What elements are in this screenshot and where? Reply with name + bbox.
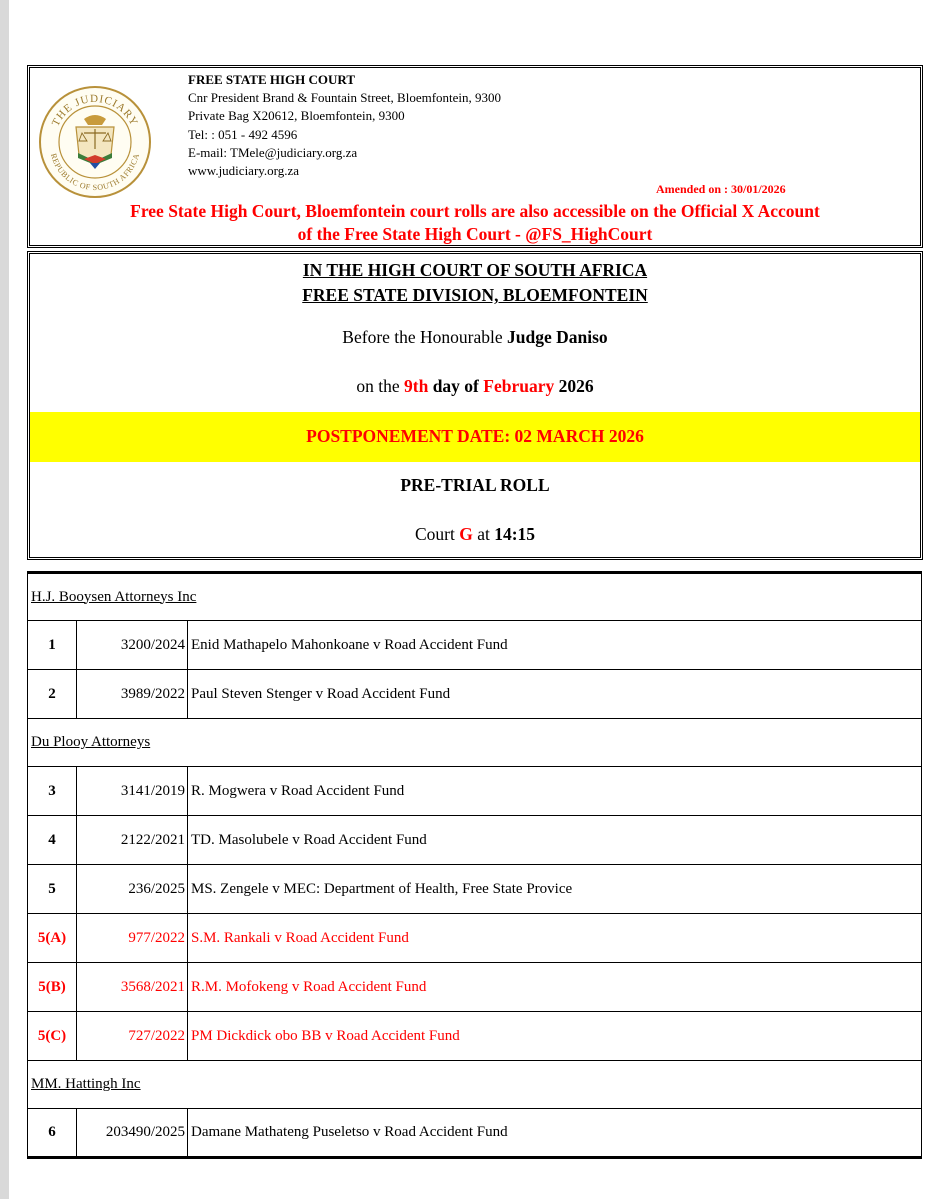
case-number: 3989/2022 bbox=[77, 670, 188, 719]
firm-name: Du Plooy Attorneys bbox=[28, 719, 922, 767]
case-row bbox=[28, 865, 922, 914]
case-parties: Paul Steven Stenger v Road Accident Fund bbox=[188, 670, 922, 719]
roll-table-body bbox=[28, 573, 922, 1158]
item-number: 4 bbox=[28, 816, 77, 865]
case-row bbox=[28, 816, 922, 865]
case-parties: MS. Zengele v MEC: Department of Health, Free State Provice bbox=[188, 865, 922, 914]
court-title-line-2: FREE STATE DIVISION, BLOEMFONTEIN bbox=[302, 285, 648, 305]
item-number: 2 bbox=[28, 670, 77, 719]
case-number: 3568/2021 bbox=[77, 963, 188, 1012]
case-parties: PM Dickdick obo BB v Road Accident Fund bbox=[188, 1012, 922, 1061]
case-number: 236/2025 bbox=[77, 865, 188, 914]
court-letter: G bbox=[459, 524, 473, 544]
item-number: 5(B) bbox=[28, 963, 77, 1012]
item-number: 5 bbox=[28, 865, 77, 914]
judge-line bbox=[27, 327, 923, 348]
case-number: 3200/2024 bbox=[77, 621, 188, 670]
case-number: 3141/2019 bbox=[77, 767, 188, 816]
item-number: 5(A) bbox=[28, 914, 77, 963]
svg-text:REPUBLIC OF SOUTH AFRICA: REPUBLIC OF SOUTH AFRICA bbox=[48, 152, 142, 193]
case-row bbox=[28, 767, 922, 816]
case-row bbox=[28, 1109, 922, 1158]
svg-text:THE JUDICIARY: THE JUDICIARY bbox=[49, 92, 141, 129]
email: E-mail: TMele@judiciary.org.za bbox=[188, 144, 358, 160]
firm-row bbox=[28, 1061, 922, 1109]
sitting-year: 2026 bbox=[554, 376, 594, 396]
judiciary-seal-icon bbox=[38, 85, 153, 200]
court-name: FREE STATE HIGH COURT bbox=[188, 72, 356, 87]
judge-name: Judge Daniso bbox=[507, 327, 608, 347]
item-number: 5(C) bbox=[28, 1012, 77, 1061]
postponement-date: POSTPONEMENT DATE: 02 MARCH 2026 bbox=[306, 426, 644, 446]
x-account-notice bbox=[60, 200, 890, 246]
firm-name: MM. Hattingh Inc bbox=[28, 1061, 922, 1109]
court-at: at bbox=[472, 524, 495, 544]
case-number: 727/2022 bbox=[77, 1012, 188, 1061]
case-parties: TD. Masolubele v Road Accident Fund bbox=[188, 816, 922, 865]
sitting-month: February bbox=[483, 376, 555, 396]
case-row bbox=[28, 670, 922, 719]
street-address: Cnr President Brand & Fountain Street, Bloemfontein, 9300 bbox=[188, 90, 502, 106]
roll-type: PRE-TRIAL ROLL bbox=[400, 475, 550, 495]
court-address-block bbox=[188, 71, 501, 180]
item-number: 6 bbox=[28, 1109, 77, 1158]
x-notice-line-1: Free State High Court, Bloemfontein court rolls are also accessible on the Official X Account bbox=[130, 201, 820, 221]
item-number: 3 bbox=[28, 767, 77, 816]
roll-table bbox=[27, 571, 922, 1159]
court-time: 14:15 bbox=[494, 524, 536, 544]
case-row bbox=[28, 963, 922, 1012]
x-notice-line-2: of the Free State High Court - @FS_HighCourt bbox=[297, 224, 653, 244]
case-number: 977/2022 bbox=[77, 914, 188, 963]
firm-row bbox=[28, 719, 922, 767]
case-parties: S.M. Rankali v Road Accident Fund bbox=[188, 914, 922, 963]
case-number: 2122/2021 bbox=[77, 816, 188, 865]
sitting-date-line bbox=[27, 376, 923, 397]
amended-date: Amended on : 30/01/2026 bbox=[656, 182, 786, 196]
website: www.judiciary.org.za bbox=[188, 163, 300, 179]
sitting-day: 9th bbox=[404, 376, 429, 396]
date-prefix: on the bbox=[356, 376, 405, 396]
telephone: Tel: : 051 - 492 4596 bbox=[188, 126, 298, 142]
case-row bbox=[28, 914, 922, 963]
item-number: 1 bbox=[28, 621, 77, 670]
case-parties: Damane Mathateng Puseletso v Road Accident Fund bbox=[188, 1109, 922, 1158]
case-parties: R.M. Mofokeng v Road Accident Fund bbox=[188, 963, 922, 1012]
firm-row bbox=[28, 573, 922, 621]
private-bag: Private Bag X20612, Bloemfontein, 9300 bbox=[188, 108, 405, 124]
case-number: 203490/2025 bbox=[77, 1109, 188, 1158]
court-time-line bbox=[27, 524, 923, 545]
case-row bbox=[28, 621, 922, 670]
case-row bbox=[28, 1012, 922, 1061]
day-of: day of bbox=[428, 376, 484, 396]
court-title-line-1: IN THE HIGH COURT OF SOUTH AFRICA bbox=[302, 260, 648, 280]
case-parties: Enid Mathapelo Mahonkoane v Road Accident Fund bbox=[188, 621, 922, 670]
court-prefix: Court bbox=[414, 524, 460, 544]
case-parties: R. Mogwera v Road Accident Fund bbox=[188, 767, 922, 816]
firm-name: H.J. Booysen Attorneys Inc bbox=[28, 573, 922, 621]
before-prefix: Before the Honourable bbox=[342, 327, 508, 347]
